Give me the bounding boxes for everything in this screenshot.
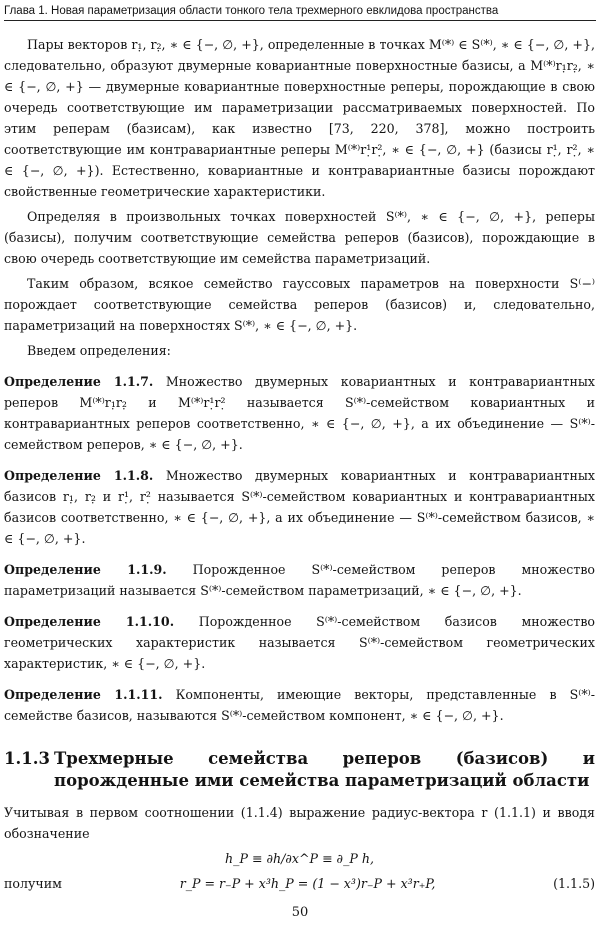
paragraph-3: Таким образом, всякое семейство гауссовых параметров на поверхности S⁽−⁾ порождает соответствующие семейства реперов (базисов) и, следовательно, параметризаций на поверхностях S⁽*⁾, ∗ ∈ {−, ∅, +}. (4, 276, 595, 333)
definition-text: Порожденное S⁽*⁾-семейством реперов множество параметризаций называется S⁽*⁾-семейством параметризаций, ∗ ∈ {−, ∅, +}. (4, 562, 595, 598)
equation-number: (1.1.5) (553, 876, 595, 891)
section-title: Трехмерные семейства реперов (базисов) и порожденные ими семейства параметризаций области (54, 749, 595, 790)
equation-r-p: r_P = r₋P + x³h_P = (1 − x³)r₋P + x³r₊P, (179, 876, 436, 891)
definition-label: Определение 1.1.10. (4, 614, 175, 629)
definition-text: Множество двумерных ковариантных и контравариантных базисов r₁̣, r₂̣ и r¹̣, r²̣ называется S⁽*⁾-семейством ковариантных и контравариантных базисов соответственно, ∗ ∈ {−, ∅, +}, а их объединение — S⁽*⁾-семейством базисов, ∗ ∈ {−, ∅, +}. (4, 468, 595, 546)
running-head: Глава 1. Новая параметризация области тонкого тела трехмерного евклидова пространства (4, 5, 596, 21)
section-number: 1.1.3 (4, 749, 50, 768)
paragraph-4: Введем определения: (27, 343, 171, 358)
definition-1-1-10 (4, 611, 595, 674)
definition-1-1-8 (4, 465, 595, 549)
definition-label: Определение 1.1.7. (4, 374, 154, 389)
equation-h-p: h_P ≡ ∂h/∂x^P ≡ ∂_P h, (225, 851, 374, 866)
section-heading (4, 748, 595, 792)
equation-row-1-1-5 (4, 873, 595, 894)
definition-label: Определение 1.1.8. (4, 468, 154, 483)
definition-text: Множество двумерных ковариантных и контравариантных реперов M⁽*⁾r₁̣r₂̣ и M⁽*⁾r¹̣r²̣ называется S⁽*⁾-семейством ковариантных и контравариантных реперов соответственно, ∗ ∈ {−, ∅, +}, а их объединение — S⁽*⁾-семейством реперов, ∗ ∈ {−, ∅, +}. (4, 374, 595, 452)
definition-label: Определение 1.1.9. (4, 562, 167, 577)
paragraph-after-section: Учитывая в первом соотношении (1.1.4) выражение радиус-вектора r (1.1.1) и вводя обозначение (4, 805, 595, 841)
definition-text: Порожденное S⁽*⁾-семейством базисов множество геометрических характеристик называется S⁽*⁾-семейством геометрических характеристик, ∗ ∈ {−, ∅, +}. (4, 614, 595, 671)
definition-label: Определение 1.1.11. (4, 687, 163, 702)
definition-1-1-9 (4, 559, 595, 601)
definition-text: Компоненты, имеющие векторы, представленные в S⁽*⁾-семействе базисов, называются S⁽*⁾-семейством компонент, ∗ ∈ {−, ∅, +}. (4, 687, 595, 723)
paragraph-1: Пары векторов r₁̣, r₂̣, ∗ ∈ {−, ∅, +}, определенные в точках M⁽*⁾ ∈ S⁽*⁾, ∗ ∈ {−, ∅, +}, следовательно, образуют двумерные ковариантные поверхностные базисы, а M⁽*⁾r₁̣r₂̣, ∗ ∈ {−, ∅, +} — двумерные ковариантные поверхностные реперы, порождающие в свою очередь соответствующие им параметризации рассматриваемых поверхностей. По этим реперам (базисам), как известно [73, 220, 378], можно построить соответствующие им контравариантные реперы M⁽*⁾r¹̣r²̣, ∗ ∈ {−, ∅, +} (базисы r¹̣, r²̣, ∗ ∈ {−, ∅, +}). Естественно, ковариантные и контравариантные базисы порождают свойственные геометрические характеристики. (4, 37, 595, 199)
lead-word: получим (4, 876, 62, 891)
definition-1-1-7 (4, 371, 595, 455)
definition-1-1-11 (4, 684, 595, 726)
page-number: 50 (291, 905, 309, 920)
paragraph-2: Определяя в произвольных точках поверхностей S⁽*⁾, ∗ ∈ {−, ∅, +}, реперы (базисы), получим соответствующие семейства реперов (базисов), порождающие в свою очередь соответствующие им семейства параметризаций. (4, 209, 595, 266)
page-body (4, 34, 595, 894)
